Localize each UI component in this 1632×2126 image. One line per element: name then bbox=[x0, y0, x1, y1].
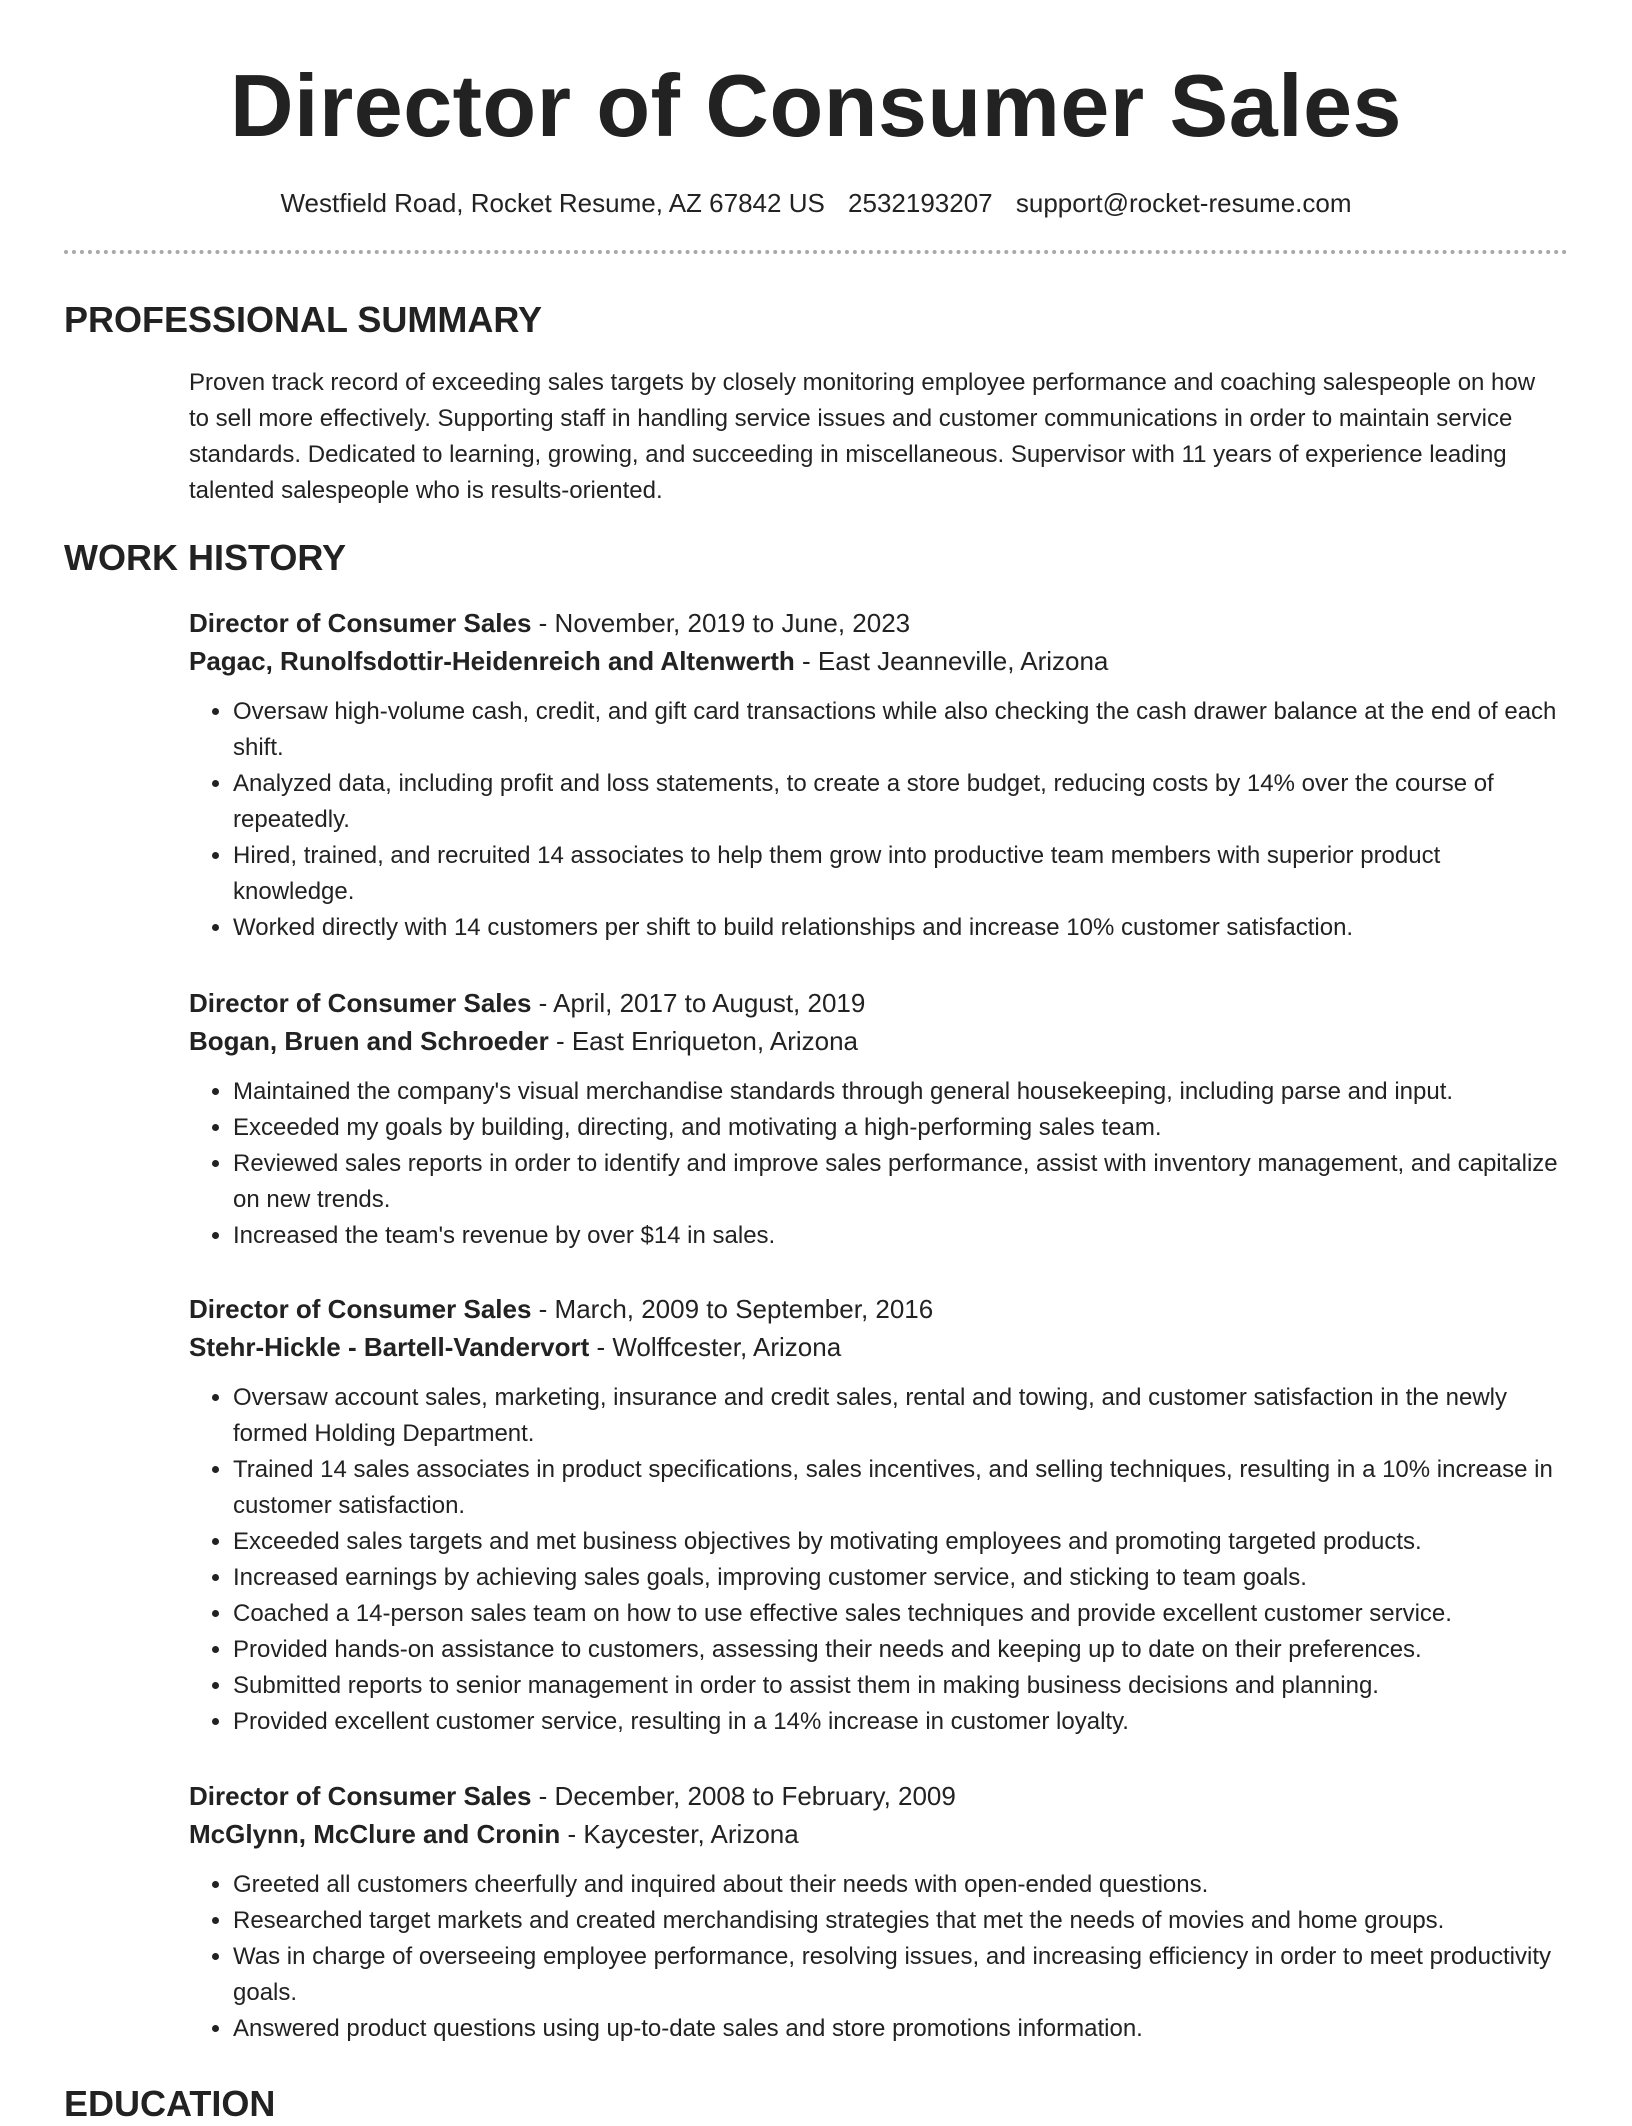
job-dates: - December, 2008 to February, 2009 bbox=[531, 1781, 956, 1811]
job-title-line bbox=[189, 984, 1568, 1022]
job-company-line bbox=[189, 1815, 1568, 1853]
job-bullets bbox=[189, 1380, 1568, 1740]
job-company-line bbox=[189, 1022, 1568, 1060]
job-bullets bbox=[189, 1074, 1568, 1254]
job-entry bbox=[189, 1777, 1568, 2047]
job-company: McGlynn, McClure and Cronin bbox=[189, 1819, 561, 1849]
job-title-line bbox=[189, 604, 1568, 642]
candidate-name: Director of Consumer Sales bbox=[230, 56, 1402, 155]
job-bullet: • Hired, trained, and recruited 14 associates to help them grow into productive team members with superior product knowledge. bbox=[233, 838, 1568, 910]
job-title-line bbox=[189, 1777, 1568, 1815]
job-bullet: • Oversaw account sales, marketing, insurance and credit sales, rental and towing, and customer satisfaction in the newly formed Holding Department. bbox=[233, 1380, 1568, 1452]
job-role: Director of Consumer Sales bbox=[189, 1781, 532, 1811]
job-role: Director of Consumer Sales bbox=[189, 988, 532, 1018]
contact-address: Westfield Road, Rocket Resume, AZ 67842 US bbox=[280, 188, 825, 218]
summary-heading: PROFESSIONAL SUMMARY bbox=[64, 299, 543, 340]
job-bullet: • Coached a 14-person sales team on how to use effective sales techniques and provide excellent customer service. bbox=[233, 1596, 1568, 1632]
job-bullets bbox=[189, 694, 1568, 946]
contact-email: support@rocket-resume.com bbox=[1015, 188, 1352, 218]
job-bullets bbox=[189, 1867, 1568, 2047]
job-location: - East Jeanneville, Arizona bbox=[794, 646, 1109, 676]
job-title-line bbox=[189, 1290, 1568, 1328]
job-company: Stehr-Hickle - Bartell-Vandervort bbox=[189, 1332, 590, 1362]
job-bullet: • Researched target markets and created merchandising strategies that met the needs of movies and home groups. bbox=[233, 1903, 1568, 1939]
job-entry bbox=[189, 1290, 1568, 1740]
job-bullet: • Increased the team's revenue by over $14 in sales. bbox=[233, 1218, 1568, 1254]
summary-text: Proven track record of exceeding sales targets by closely monitoring employee performance and coaching salespeople on how to sell more effectively. Supporting staff in handling service issues and customer communications in order to maintain service standards. Dedicated to learning, growing, and succeeding in miscellaneous. Supervisor with 11 years of experience leading talented salespeople who is results-oriented. bbox=[189, 369, 1536, 504]
job-bullet: • Increased earnings by achieving sales goals, improving customer service, and sticking to team goals. bbox=[233, 1560, 1568, 1596]
job-bullet: • Was in charge of overseeing employee performance, resolving issues, and increasing efficiency in order to meet productivity goals. bbox=[233, 1939, 1568, 2011]
job-entry bbox=[189, 604, 1568, 946]
contact-line bbox=[0, 186, 1632, 220]
job-role: Director of Consumer Sales bbox=[189, 1294, 532, 1324]
job-bullet: • Exceeded my goals by building, directing, and motivating a high-performing sales team. bbox=[233, 1110, 1568, 1146]
job-role: Director of Consumer Sales bbox=[189, 608, 532, 638]
job-bullet: • Reviewed sales reports in order to identify and improve sales performance, assist with inventory management, and capitalize on new trends. bbox=[233, 1146, 1568, 1218]
job-company: Pagac, Runolfsdottir-Heidenreich and Altenwerth bbox=[189, 646, 795, 676]
contact-phone: 2532193207 bbox=[848, 188, 993, 218]
job-bullet: • Answered product questions using up-to-date sales and store promotions information. bbox=[233, 2011, 1568, 2047]
job-bullet: • Oversaw high-volume cash, credit, and gift card transactions while also checking the cash drawer balance at the end of each shift. bbox=[233, 694, 1568, 766]
job-bullet: • Maintained the company's visual merchandise standards through general housekeeping, including parse and input. bbox=[233, 1074, 1568, 1110]
job-bullet: • Worked directly with 14 customers per shift to build relationships and increase 10% customer satisfaction. bbox=[233, 910, 1568, 946]
job-location: - East Enriqueton, Arizona bbox=[548, 1026, 859, 1056]
job-bullet: • Provided hands-on assistance to customers, assessing their needs and keeping up to date on their preferences. bbox=[233, 1632, 1568, 1668]
education-heading: EDUCATION bbox=[64, 2083, 276, 2124]
work-history-heading: WORK HISTORY bbox=[64, 537, 347, 578]
job-dates: - April, 2017 to August, 2019 bbox=[531, 988, 866, 1018]
job-bullet: • Greeted all customers cheerfully and inquired about their needs with open-ended questions. bbox=[233, 1867, 1568, 1903]
header-divider bbox=[64, 250, 1568, 254]
job-location: - Kaycester, Arizona bbox=[560, 1819, 799, 1849]
job-company-line bbox=[189, 642, 1568, 680]
job-dates: - March, 2009 to September, 2016 bbox=[531, 1294, 934, 1324]
job-company: Bogan, Bruen and Schroeder bbox=[189, 1026, 549, 1056]
resume-header bbox=[0, 0, 1632, 220]
job-bullet: • Submitted reports to senior management in order to assist them in making business decisions and planning. bbox=[233, 1668, 1568, 1704]
job-entry bbox=[189, 984, 1568, 1254]
job-dates: - November, 2019 to June, 2023 bbox=[531, 608, 911, 638]
job-bullet: • Trained 14 sales associates in product specifications, sales incentives, and selling techniques, resulting in a 10% increase in customer satisfaction. bbox=[233, 1452, 1568, 1524]
job-company-line bbox=[189, 1328, 1568, 1366]
job-bullet: • Analyzed data, including profit and loss statements, to create a store budget, reducing costs by 14% over the course of repeatedly. bbox=[233, 766, 1568, 838]
job-bullet: • Exceeded sales targets and met business objectives by motivating employees and promoting targeted products. bbox=[233, 1524, 1568, 1560]
job-bullet: • Provided excellent customer service, resulting in a 14% increase in customer loyalty. bbox=[233, 1704, 1568, 1740]
job-location: - Wolffcester, Arizona bbox=[589, 1332, 842, 1362]
